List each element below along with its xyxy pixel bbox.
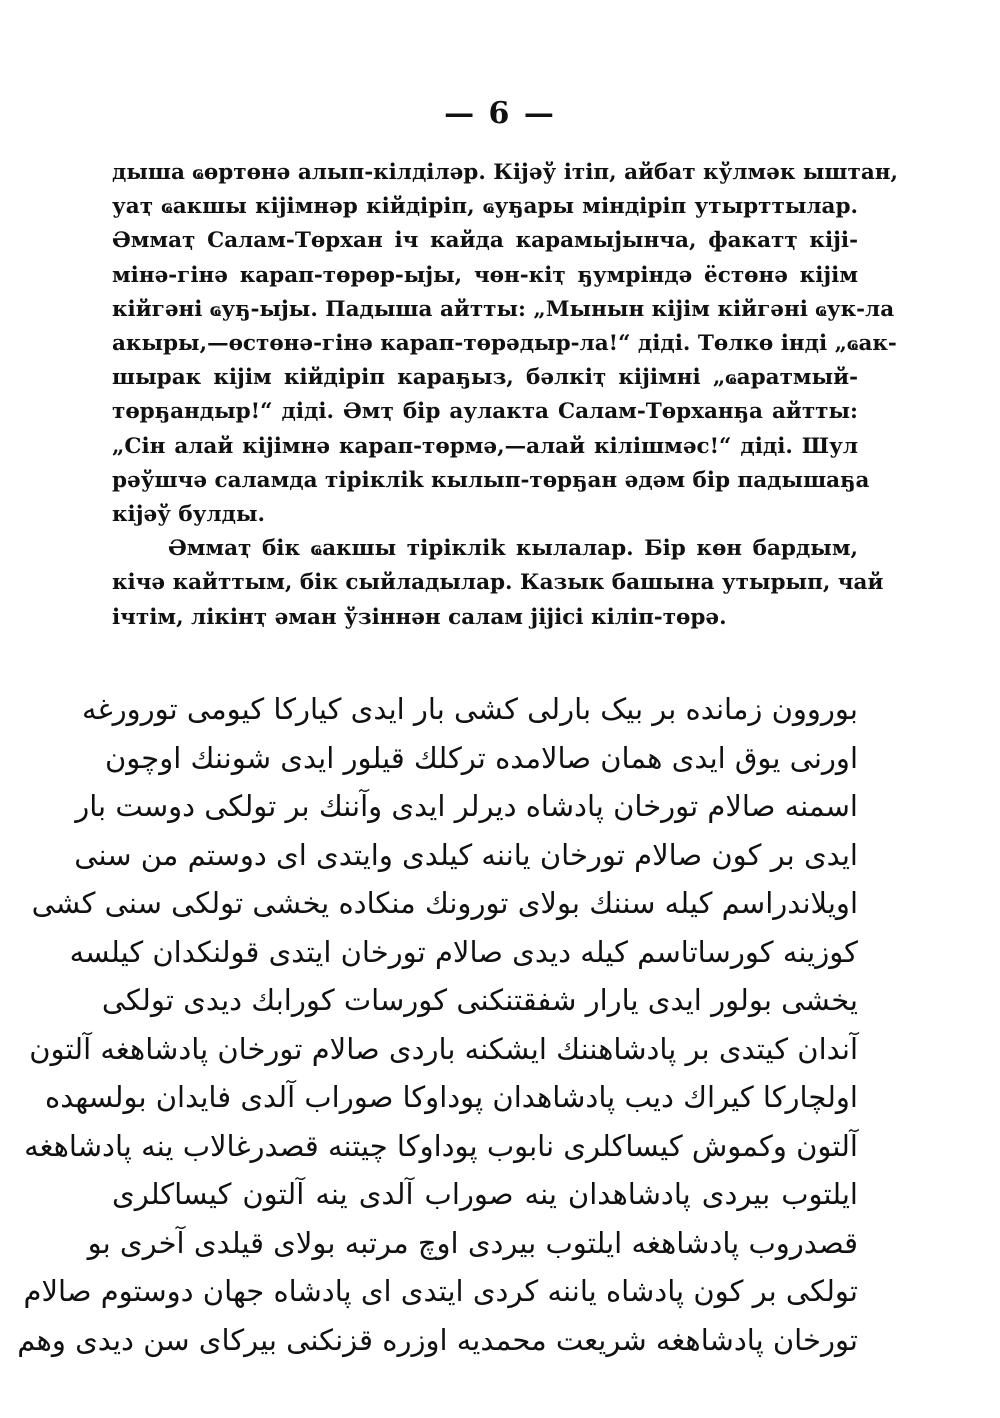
arabic-line: تولکی بر کون پادشاه یاننه کردی ایتدی ای پادشاه جهان دوستوم صالام: [23, 1274, 858, 1308]
arabic-line: اسمنه صالام تورخان پادشاه دیرلر ایدی وآننك بر تولکی دوست بار: [75, 789, 858, 823]
cyrillic-line: дыша ҩөртөнә алып-кілділәр. Кіјәў ітіп, айбат кўлмәк ыштан,: [112, 160, 899, 185]
cyrillic-text-block: [112, 156, 899, 635]
arabic-line: ایلتوب بیردی پادشاهدان ینه صوراب آلدی ینه آلتون کیساکلری: [112, 1177, 858, 1211]
arabic-line: اورنی یوق ایدی همان صالامده ترکلك قیلور ایدی شوننك اوچون: [105, 740, 858, 775]
arabic-line: آلتون وکموش کیساکلری نابوب پوداوکا چیتنه قصدرغالاب ینه پادشاهغه: [24, 1128, 858, 1163]
arabic-line: ایدی بر کون صالام تورخان یاننه کیلدی وایتدی ای دوستم من سنی: [74, 837, 858, 872]
arabic-line: اویلاندراسم کیله سننك بولای تورونك منکاده یخشی تولکی سنی کشی: [31, 886, 858, 920]
cyrillic-line: рәўшчә саламда тірікліk кылып-төрҕан әдәм бір падышаҕа: [112, 467, 870, 493]
cyrillic-line: мінә-гінә карап-төрөр-ыјы, чөн-кіҭ ҕумріндә ёстөнә кіјім: [112, 262, 858, 288]
page-number: — 6 —: [444, 96, 556, 131]
arabic-line: یخشی بولور ایدی یارار شفقتنکنی کورسات کورابك دیدی تولکی: [101, 983, 858, 1017]
arabic-line: تورخان پادشاهغه شریعت محمدیه اوزره قزنکنی بیرکای سن دیدی وهم: [17, 1322, 858, 1357]
cyrillic-line: ічтім, лікінҭ әман ўзіннән салам јіјісі кіліп-төрә.: [112, 604, 727, 630]
cyrillic-line: кійгәні ҩуҕ-ыјы. Падыша айтты: „Мынын кіјім кійгәні ҩук-ла: [112, 296, 895, 322]
cyrillic-line: төрҕандыр!“ діді. Әмҭ бір аулакта Салам-Төрханҕа айтты:: [112, 399, 858, 425]
arabic-line: آندان کیتدی بر پادشاهننك ایشکنه باردی صالام تورخان پادشاهغه آلتون: [29, 1031, 858, 1066]
cyrillic-line: уаҭ ҩакшы кіјімнәр кійдіріп, ҩуҕары міндіріп утырттылар.: [112, 194, 858, 220]
arabic-line: قصدروب پادشاهغه ایلتوب بیردی اوچ مرتبه بولای قیلدی آخری بو: [87, 1225, 858, 1260]
cyrillic-line: кіјәў булды.: [112, 502, 266, 528]
arabic-line: بوروون زمانده بر بیک بارلی کشی بار ایدی کیارکا کیومی تورورغه: [81, 692, 858, 726]
cyrillic-line: шырак кіјім кійдіріп караҕыз, бәлкіҭ кіјімні „ҩаратмый-: [112, 365, 858, 391]
cyrillic-line: кічә кайттым, бік сыйладылар. Казык башына утырып, чай: [112, 570, 884, 596]
arabic-script-text-block: [17, 685, 858, 1364]
cyrillic-line: „Сін алай кіјімнә карап-төрмә,—алай кілішмәс!“ діді. Шул: [112, 433, 858, 459]
cyrillic-line: акыры,—өстөнә-гінә карап-төрәдыр-ла!“ діді. Төлкө інді „ҩак-: [112, 331, 897, 357]
cyrillic-line: Әммаҭ бік ҩакшы тірікліk кылалар. Бір көн бардым,: [168, 536, 858, 562]
cyrillic-line: Әммаҭ Салам-Төрхан іч кайда карамыјынча, факатҭ кіјі-: [112, 228, 858, 254]
arabic-line: اولچارکا کیراك دیب پادشاهدان پوداوکا صوراب آلدی فایدان بولسهده: [45, 1080, 858, 1114]
arabic-line: کوزینه کورساتاسم کیله دیدی صالام تورخان ایتدی قولنکدان کیلسه: [69, 934, 858, 969]
